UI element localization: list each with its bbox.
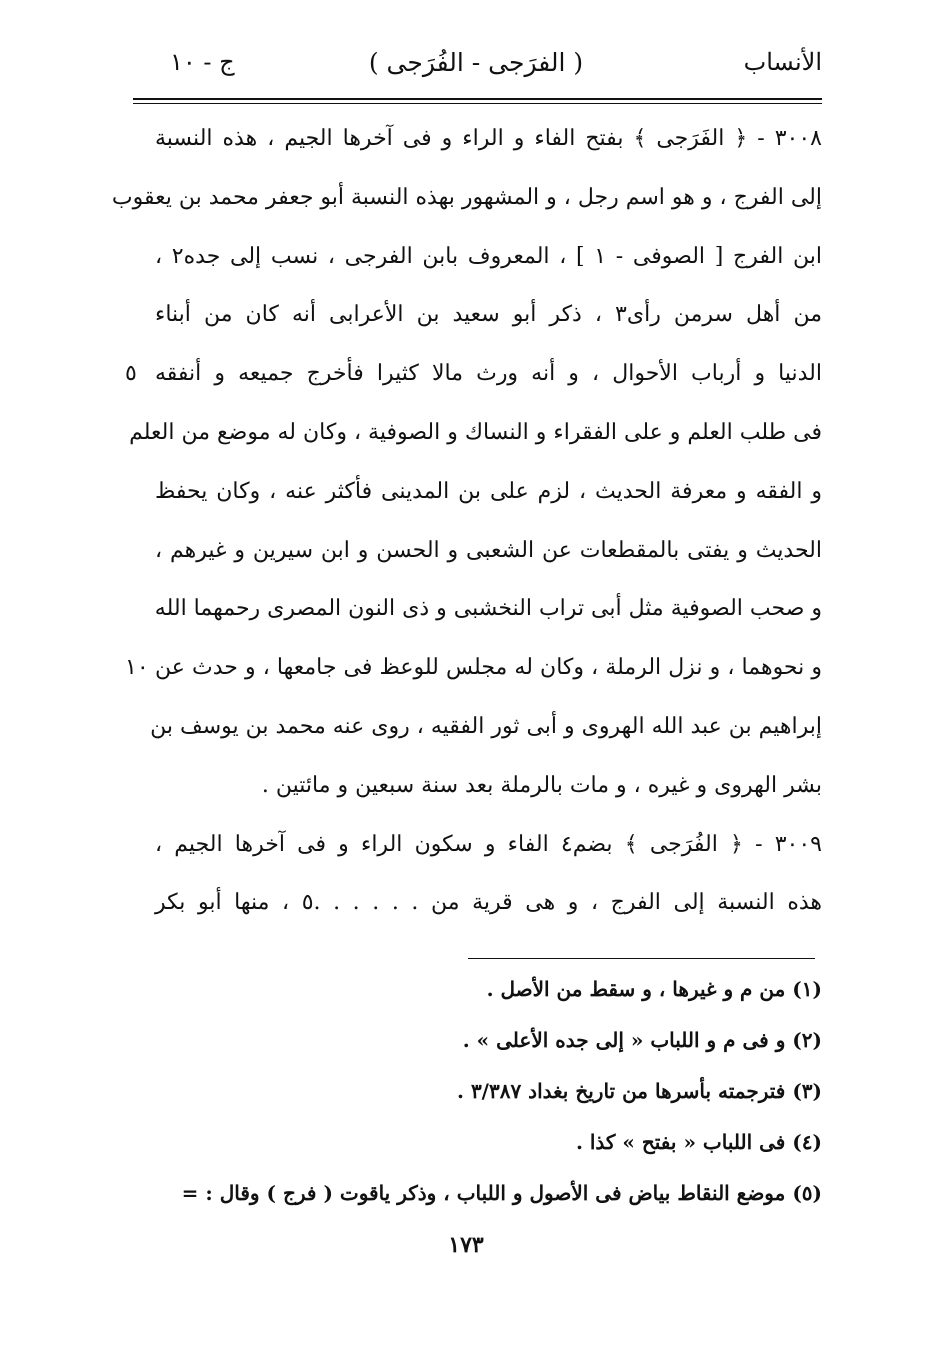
text-line-10 (125, 647, 822, 706)
footnote-4: (٤) فى اللباب « بفتح » كذا . (575, 1130, 822, 1154)
text-line: هذه النسبة إلى الفرج ، و هى قرية من . . . . . .٥ ، منها أبو بكر (155, 890, 822, 916)
footnote-2: (٢) و فى م و اللباب « إلى جده الأعلى » . (462, 1028, 822, 1052)
text-line: بشر الهروى و غيره ، و مات بالرملة بعد سنة سبعين و مائتين . (261, 772, 822, 798)
header-book-title: الأنساب (743, 48, 822, 76)
text-line: و الفقه و معرفة الحديث ، لزم على بن المدينى فأكثر عنه ، وكان يحفظ (155, 478, 822, 504)
text-line: فى طلب العلم و على الفقراء و النساك و الصوفية ، وكان له موضع من العلم (129, 419, 822, 445)
text-line-content: و نحوهما ، و نزل الرملة ، وكان له مجلس للوعظ فى جامعها ، و حدث عن (155, 655, 822, 681)
text-line: ابن الفرج [ الصوفى - ١ ] ، المعروف بابن الفرجى ، نسب إلى جده٢ ، (155, 243, 822, 269)
footnote-3: (٣) فترجمته بأسرها من تاريخ بغداد ٣/٣٨٧ . (457, 1079, 822, 1103)
header-rule-thin (133, 103, 822, 104)
text-line-content: الدنيا و أرباب الأحوال ، و أنه ورث مالا كثيرا فأخرج جميعه و أنفقه (155, 361, 822, 387)
main-text (111, 118, 823, 941)
text-line: و صحب الصوفية مثل أبى تراب النخشبى و ذى النون المصرى رحمهما الله (154, 596, 822, 622)
text-line-5 (125, 353, 822, 412)
running-header (130, 48, 822, 88)
header-entry-range: ( الفرَجى - الفُرَجى ) (368, 48, 584, 77)
margin-line-number-10: ١٠ (125, 655, 149, 681)
text-line: من أهل سرمن رأى٣ ، ذكر أبو سعيد بن الأعرابى أنه كان من أبناء (155, 302, 822, 328)
footnotes (155, 970, 822, 1225)
footnote-separator (468, 958, 815, 959)
text-line: إبراهيم بن عبد الله الهروى و أبى ثور الفقيه ، روى عنه محمد بن يوسف بن (150, 713, 822, 739)
header-volume: ج - ١٠ (170, 48, 235, 76)
footnote-1: (١) من م و غيرها ، و سقط من الأصل . (486, 977, 822, 1001)
page-number: ١٧٣ (448, 1232, 484, 1258)
header-rule-thick (133, 98, 822, 100)
margin-line-number-5: ٥ (125, 361, 137, 387)
text-line: الحديث و يفتى بالمقطعات عن الشعبى و الحسن و ابن سيرين و غيرهم ، (155, 537, 823, 563)
text-line: ٣٠٠٨ - ﴿ الفَرَجى ﴾ بفتح الفاء و الراء و فى آخرها الجيم ، هذه النسبة (155, 126, 822, 151)
text-line: إلى الفرج ، و هو اسم رجل ، و المشهور بهذه النسبة أبو جعفر محمد بن يعقوب (111, 184, 822, 210)
footnote-5: (٥) موضع النقاط بياض فى الأصول و اللباب ، وذكر ياقوت ( فرج ) وقال : = (181, 1181, 822, 1205)
text-line-entry-3009: ٣٠٠٩ - ﴿ الفُرَجى ﴾ بضم٤ الفاء و سكون الراء و فى آخرها الجيم ، (155, 831, 822, 857)
